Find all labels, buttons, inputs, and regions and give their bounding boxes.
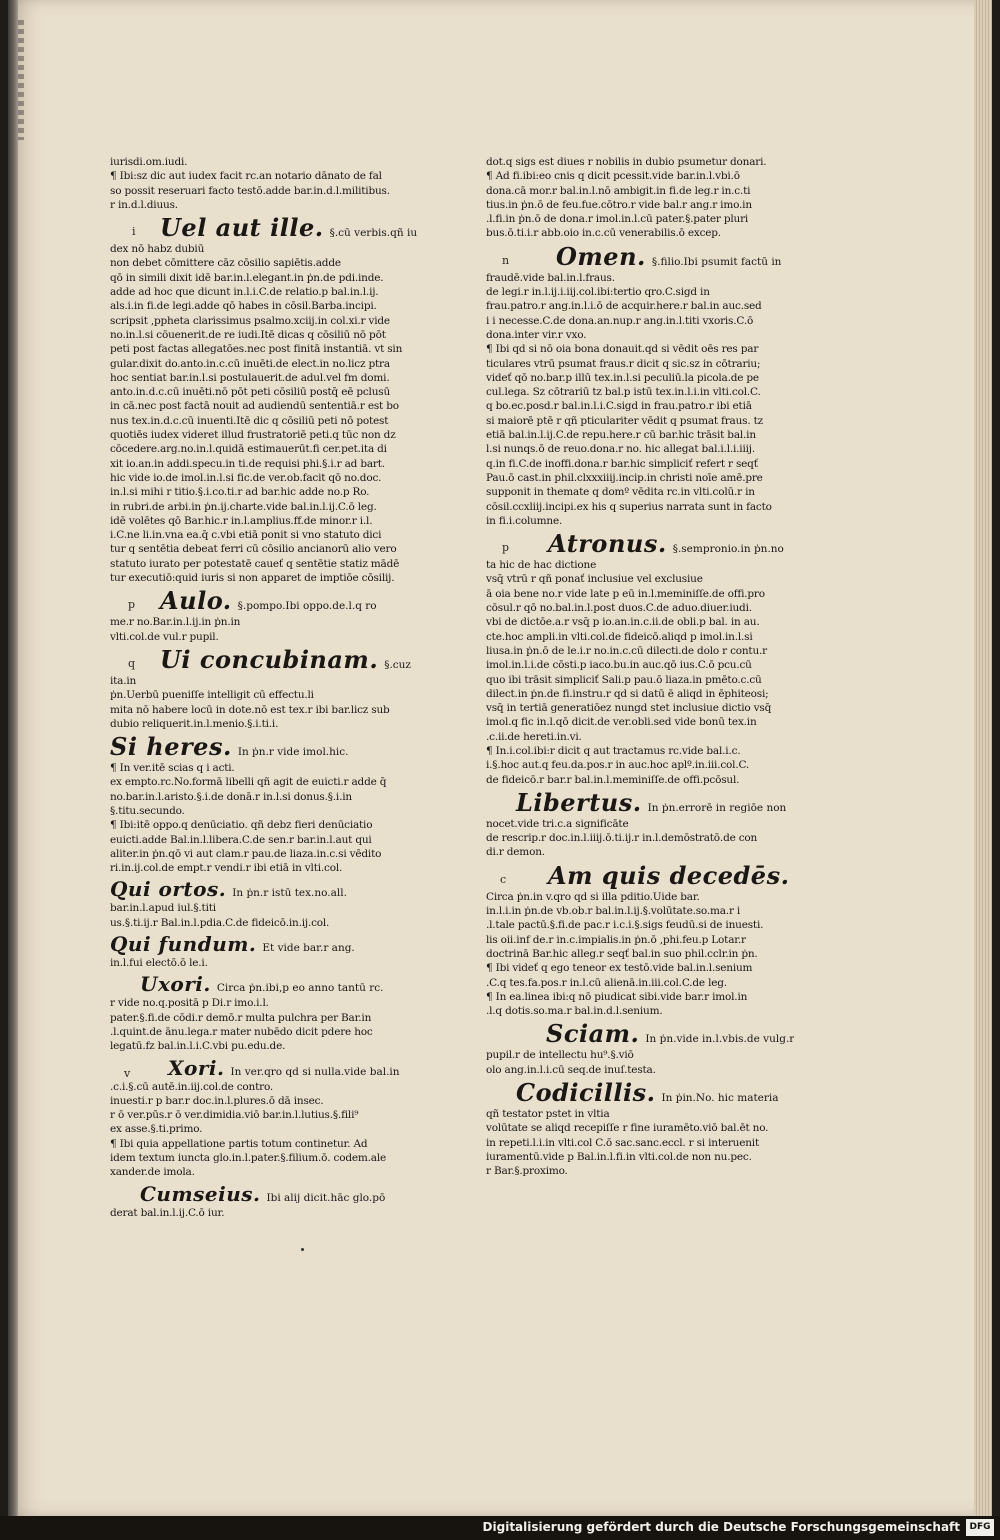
text-line: iuramentū.vide p Bal.in.l.fi.in vlti.col.de non nu.pec. [486, 1150, 752, 1163]
text-line: de legi.r in.l.ij.i.iij.col.ibi:tertio qro.C.sigd in [486, 286, 710, 299]
text-line: bar.in.l.apud iul.§.titi [110, 902, 216, 915]
text-line: ¶ Ibi quia appellatione partis totum continetur. Ad [110, 1137, 368, 1150]
heading-continuation: In ṗn.errorē in regiōe non [647, 801, 787, 814]
text-line: de rescrip.r doc.in.l.iiij.ō.ti.ij.r in.l.demōstratō.de con [486, 832, 758, 845]
text-line: adde ad hoc que dicunt in.l.i.C.de relatio.p bal.in.l.ij. [110, 286, 379, 299]
text-line: etiā bal.in.l.ij.C.de repu.here.r cū bar.hic trāsit bal.in [486, 429, 756, 442]
heading-continuation: In ṗn.r vide imol.hic. [237, 746, 349, 759]
section-heading: Qui fundum. [110, 932, 257, 957]
text-line: r vide no.q.positā p Di.r imo.i.l. [110, 997, 269, 1010]
text-line: i.C.ne li.in.vna ea.q̄ c.vbi etiā ponit si vno statuto dici [110, 529, 382, 542]
book-page [8, 0, 992, 1516]
heading-continuation: In ṗn.r istū tex.no.all. [232, 887, 347, 900]
text-line: idē volētes qō Bar.hic.r in.l.amplius.ff.de minor.r i.l. [110, 514, 373, 527]
text-line: videť qō no.bar.p illū tex.in.l.si peculiū.la picola.de pe [486, 371, 759, 384]
text-line: quotiēs iudex videret illud frustratoriē peti.q tūc non dz [110, 429, 396, 442]
section-heading: Uxori. [140, 972, 211, 997]
text-line: idem textum iuncta glo.in.l.pater.§.filium.ō. codem.ale [110, 1152, 386, 1165]
text-line: us.§.ti.ij.r Bal.in.l.pdia.C.de fideicō.in.ij.col. [110, 916, 330, 929]
text-line: de fideicō.r bar.r bal.in.l.meminiſſe.de offi.pcōsul. [486, 773, 740, 786]
text-line: i i necesse.C.de dona.an.nup.r ang.in.l.titi vxoris.C.ō [486, 314, 754, 327]
text-column-left [110, 155, 422, 1220]
text-line: .l.fi.in ṗn.ō de dona.r imol.in.l.cū pater.§.pater pluri [486, 213, 749, 226]
text-line: non debet cōmittere cāz cōsilio sapiētis.adde [110, 257, 341, 270]
text-line: .c.i.§.cū autē.in.iij.col.de contro. [110, 1080, 274, 1093]
text-line: in.l.fui electō.ō le.i. [110, 957, 208, 970]
text-line: ¶ Ibi:itē oppo.q denūciatio. qñ debz fieri denūciatio [110, 819, 373, 832]
text-line: dona.inter vir.r vxo. [486, 328, 587, 341]
text-line: xander.de imola. [110, 1166, 195, 1179]
text-line: vlti.col.de vul.r pupil. [110, 630, 219, 643]
dfg-logo: DFG [966, 1519, 994, 1536]
text-line: in fi.i.columne. [486, 514, 563, 527]
text-line: volūtate se aliqd recepiſſe r fine iuramēto.viō bal.ēt no. [486, 1122, 769, 1135]
text-line: quo ibi trāsit simpliciť Sali.p pau.ō liaza.in pmēto.c.cū [486, 673, 762, 686]
text-line: ri.in.ij.col.de empt.r vendi.r ibi etiā in vlti.col. [110, 862, 343, 875]
text-line: cte.hoc ampli.in vlti.col.de fideicō.aliqd p imol.in.l.si [486, 630, 753, 643]
text-line: nus tex.in.d.c.cū inuenti.Itē dic q cōsiliū peti nō potest [110, 414, 389, 427]
section-heading-row [110, 734, 422, 760]
section-heading: Cumseius. [140, 1181, 261, 1206]
text-line: frau.patro.r ang.in.l.i.ō de acquir.here.r bal.in auc.sed [486, 300, 762, 313]
text-line: tius.in ṗn.ō de feu.fue.cōtro.r vide bal.r ang.r imo.in [486, 198, 752, 211]
text-line: euicti.adde Bal.in.l.libera.C.de sen.r bar.in.l.aut qui [110, 833, 372, 846]
margin-letter: p [128, 598, 136, 612]
section-heading-row [486, 1021, 798, 1047]
text-line: q.in fi.C.de inoffi.dona.r bar.hic simpliciť refert r seqť [486, 457, 758, 470]
text-line: ¶ In ver.itē scias q i acti. [110, 762, 235, 775]
section-heading: Atronus. [548, 529, 667, 559]
text-line: imol.q fic in.l.qō dicit.de ver.obli.sed vide bonū tex.in [486, 716, 757, 729]
text-line: xit io.an.in addi.specu.in ti.de requisi phi.§.i.r ad bart. [110, 457, 385, 470]
section-heading: Qui ortos. [110, 877, 227, 902]
text-line: vbi de dictōe.a.r vsq̄ p io.an.in.c.ii.de obli.p bal. in au. [486, 616, 760, 629]
heading-continuation: In ver.qro qd si nulla.vide bal.in [230, 1065, 400, 1078]
text-line: statuto iurato per potestatē caueť q sentētie statiz mādē [110, 557, 400, 570]
text-line: .c.ii.de hereti.in.vi. [486, 730, 582, 743]
section-heading: Sciam. [546, 1019, 640, 1049]
text-line: cōsul.r qō no.bal.in.l.post duos.C.de aduo.diuer.iudi. [486, 602, 752, 615]
heading-continuation: §.pompo.Ibi oppo.de.l.q ro [237, 600, 377, 613]
text-line: doctrinā Bar.hic alleg.r seqť bal.in suo phil.cclr.in ṗn. [486, 947, 758, 960]
text-line: tur executiō:quid iuris si non apparet de imptiōe cōsilij. [110, 572, 395, 585]
text-line: l.si nunqs.ō de reuo.dona.r no. hic allegat bal.i.l.i.iiij. [486, 443, 755, 456]
section-heading: Ui concubinam. [160, 644, 379, 674]
text-line: liusa.in ṗn.ō de le.i.r no.in.c.cū dilecti.de dolo r contu.r [486, 644, 767, 657]
text-line: in rubri.de arbi.in ṗn.ij.charte.vide bal.in.l.ij.C.ō leg. [110, 500, 377, 513]
section-heading: Am quis decedēs. [548, 860, 790, 890]
text-line: si maiorē ptē r qñ pticulariter vēdit q psumat fraus. tz [486, 414, 763, 427]
section-heading-row [486, 1080, 798, 1106]
text-line: q bo.ec.posd.r bal.in.l.i.C.sigd in frau.patro.r ibi etiā [486, 400, 752, 413]
text-line: cōcedere.arg.no.in.l.quidā estimauerūt.fi cer.pet.ita di [110, 443, 387, 456]
text-line: me.r no.Bar.in.l.ij.in ṗn.in [110, 616, 241, 629]
margin-letter: n [502, 253, 510, 267]
text-line: ex asse.§.ti.primo. [110, 1123, 203, 1136]
text-line: cul.lega. Sz cōtrariū tz bal.p istū tex.in.l.i.in vlti.col.C. [486, 386, 761, 399]
text-line: in cā.nec post factā nouit ad audiendū sententiā.r est bo [110, 400, 399, 413]
text-line: vsq̄ in tertiā generatiōez nungd stet inclusiue dictio vsq̄ [486, 702, 772, 715]
section-heading-row [110, 215, 422, 241]
text-line: ¶ Ibi videť q ego teneor ex testō.vide bal.in.l.senium [486, 962, 753, 975]
text-line: §.titu.secundo. [110, 804, 185, 817]
text-line: als.i.in fi.de legi.adde qō habes in cōsil.Barba.incipi. [110, 300, 377, 313]
text-line: di.r demon. [486, 846, 545, 859]
text-line: in.l.si mihi r titio.§.i.co.ti.r ad bar.hic adde no.p Ro. [110, 486, 370, 499]
section-heading: Omen. [556, 241, 646, 271]
text-line: aliter.in ṗn.qō vi aut clam.r pau.de liaza.in.c.si vēdito [110, 847, 382, 860]
section-heading-row [110, 588, 422, 614]
text-line: cōsil.ccxliij.incipi.ex his q superius narrata sunt in facto [486, 500, 772, 513]
section-heading-row [486, 241, 798, 271]
text-line: ta hic de hac dictione [486, 559, 597, 572]
text-line: vsq̄ vtrū r qñ ponať inclusiue vel exclusiue [486, 573, 703, 586]
text-line: .l.q dotis.so.ma.r bal.in.d.l.senium. [486, 1005, 663, 1018]
text-line: qō in simili dixit idē bar.in.l.elegant.in ṗn.de pdi.inde. [110, 271, 384, 284]
text-line: i.§.hoc aut.q feu.da.pos.r in auc.hoc aplº.in.iii.col.C. [486, 759, 750, 772]
text-line: anto.in.d.c.cū inuēti.nō pōt peti cōsiliū postq̄ eē pclusū [110, 386, 391, 399]
section-heading-row [486, 787, 798, 817]
section-heading-row [110, 1183, 422, 1205]
heading-continuation: §.cuz [384, 658, 411, 671]
text-line: .l.tale pactū.§.fi.de pac.r i.c.i.§.sigs feudū.si de inuesti. [486, 919, 764, 932]
margin-letter: c [500, 872, 507, 886]
text-line: no.bar.in.l.aristo.§.i.de donā.r in.l.si donus.§.i.in [110, 790, 352, 803]
section-heading-row [110, 973, 422, 995]
section-heading: Xori. [168, 1055, 225, 1080]
heading-continuation: Et vide bar.r ang. [262, 942, 355, 955]
page-spine-edge [8, 0, 18, 1516]
margin-letter: q [128, 656, 136, 670]
text-line: r Bar.§.proximo. [486, 1165, 568, 1178]
text-line: .C.q tes.fa.pos.r in.l.cū alienā.in.iii.col.C.de leg. [486, 976, 727, 989]
text-line: peti post factas allegatōes.nec post finitā instantiā. vt sin [110, 343, 403, 356]
digitization-footer [0, 1516, 1000, 1540]
text-line: pupil.r de intellectu hu⁹.§.viō [486, 1049, 634, 1062]
text-line: .l.quint.de ānu.lega.r mater nubēdo dicit pdere hoc [110, 1025, 373, 1038]
section-heading: Aulo. [160, 586, 232, 616]
text-line: ¶ Ibi qd si nō oia bona donauit.qd si vēdit oēs res par [486, 343, 759, 356]
section-heading-row [110, 933, 422, 955]
heading-continuation: §.filio.Ibi psumit factū in [651, 255, 782, 268]
margin-letter: i [132, 225, 136, 239]
section-heading-row [110, 878, 422, 900]
text-line: dubio reliquerit.in.l.menio.§.i.ti.i. [110, 717, 279, 730]
spine-marks [18, 20, 24, 140]
text-line: legatū.fz bal.in.l.i.C.vbi pu.edu.de. [110, 1040, 286, 1053]
section-heading-row [486, 531, 798, 557]
heading-continuation: Ibi alij dicit.hāc glo.pō [266, 1191, 386, 1204]
text-line: tur q sentētia debeat ferri cū cōsilio ancianorū alio vero [110, 543, 397, 556]
margin-letter: p [502, 541, 510, 555]
text-line: hoc sentiat bar.in.l.si postulauerit.de adul.vel fm domi. [110, 371, 390, 384]
section-heading: Libertus. [516, 787, 642, 817]
text-line: ex empto.rc.No.formā libelli qñ agit de euicti.r adde q̄ [110, 776, 387, 789]
text-line: ā oia bene no.r vide late p eū in.l.meminiſſe.de offi.pro [486, 587, 765, 600]
ink-dot [301, 1248, 304, 1251]
text-line: gular.dixit do.anto.in.c.cū inuēti.de elect.in no.licz ptra [110, 357, 390, 370]
text-line: ticulares vtrū psumat fraus.r dicit q sic.sz in cōtrariu; [486, 357, 761, 370]
text-line: Circa ṗn.in v.qro qd si illa pditio.Uide bar. [486, 890, 700, 903]
section-heading-row [110, 1057, 422, 1079]
text-line: ¶ Ibi:sz dic aut iudex facit rc.an notario dānato de fal [110, 170, 382, 183]
text-line: fraudē.vide bal.in.l.fraus. [486, 271, 615, 284]
text-column-right [486, 155, 798, 1179]
text-line: inuesti.r p bar.r doc.in.l.plures.ō dā insec. [110, 1094, 324, 1107]
heading-continuation: In ṗn.vide in.l.vbis.de vulg.r [645, 1033, 795, 1046]
text-line: r in.d.l.diuus. [110, 198, 178, 211]
text-line: ¶ In.i.col.ibi:r dicit q aut tractamus rc.vide bal.i.c. [486, 744, 741, 757]
text-line: scripsit ,ppheta clarissimus psalmo.xciij.in col.xi.r vide [110, 314, 390, 327]
margin-letter: v [124, 1066, 131, 1080]
text-line: imol.in.l.i.de cōsti.p iaco.bu.in auc.qō ius.C.ō pcu.cū [486, 659, 752, 672]
text-line: nocet.vide tri.c.a significāte [486, 817, 629, 830]
text-line: dot.q sigs est diues r nobilis in dubio psumetur donari. [486, 156, 767, 168]
text-line: dex nō habz dubiū [110, 243, 205, 256]
heading-continuation: Circa ṗn.ibi,p eo anno tantū rc. [216, 982, 384, 995]
text-line: ṗn.Uerbū pueniſſe intelligit cū effectu.li [110, 689, 314, 702]
text-line: ¶ Ad fi.ibi:eo cnis q dicit pcessit.vide bar.in.l.vbi.ō [486, 170, 740, 183]
section-heading: Codicillis. [516, 1078, 656, 1108]
text-line: bus.ō.ti.i.r abb.oio in.c.cū venerabilis.ō excep. [486, 227, 721, 240]
text-line: dona.cā mor.r bal.in.l.nō ambigit.in fi.de leg.r in.c.ti [486, 184, 751, 197]
heading-continuation: §.sempronio.in ṗn.no [672, 543, 784, 556]
page-fore-edge [974, 0, 992, 1516]
section-heading: Si heres. [110, 732, 232, 762]
text-line: pater.§.fi.de cōdi.r demō.r multa pulchra per Bar.in [110, 1011, 372, 1024]
text-line: lis oii.inf de.r in.c.impialis.in ṗn.ō ,phi.feu.p Lotar.r [486, 933, 746, 946]
text-line: ¶ In ea.linea ibi:q nō piudicat sibi.vide bar.r imol.in [486, 990, 748, 1003]
heading-continuation: In ṗin.No. hic materia [661, 1092, 779, 1105]
text-line: mita nō habere locū in dote.nō est tex.r ibi bar.licz sub [110, 703, 390, 716]
section-heading-row [110, 644, 422, 674]
text-line: in.l.i.in ṗn.de vb.ob.r bal.in.l.ij.§.volūtate.so.ma.r i [486, 905, 741, 918]
text-line: no.in.l.si cōuenerit.de re iudi.Itē dicas q cōsiliū nō pōt [110, 328, 386, 341]
text-line: dilect.in ṗn.de fi.instru.r qd si datū ē aliqd in ēphiteosi; [486, 687, 769, 700]
section-heading: Uel aut ille. [160, 213, 324, 243]
text-line: hic vide io.de imol.in.l.si fic.de ver.ob.facit qō no.doc. [110, 471, 382, 484]
text-line: derat bal.in.l.ij.C.ō iur. [110, 1206, 225, 1219]
text-line: ita.in [110, 674, 137, 687]
text-line: in repeti.l.i.in vlti.col C.ō sac.sanc.eccl. r si interuenit [486, 1136, 759, 1149]
digitization-text: Digitalisierung gefördert durch die Deutsche Forschungsgemeinschaft [482, 1520, 960, 1534]
text-line: r ō ver.pūs.r ō ver.dimidia.viō bar.in.l.lutius.§.fili⁹ [110, 1109, 359, 1122]
text-line: qñ testator pstet in vltia [486, 1108, 610, 1121]
text-line: olo ang.in.l.i.cū seq.de inuſ.testa. [486, 1063, 656, 1076]
text-line: so possit reseruari facto testō.adde bar.in.d.l.militibus. [110, 184, 390, 197]
section-heading-row [486, 860, 798, 890]
heading-continuation: §.cū verbis.qñ iu [329, 227, 418, 240]
text-line: Pau.ō cast.in phil.clxxxiiij.incip.in christi noīe amē.pre [486, 471, 763, 484]
text-line: iurisdi.om.iudi. [110, 156, 188, 168]
text-line: supponit in themate q domº vēdita rc.in vlti.colū.r in [486, 486, 755, 499]
